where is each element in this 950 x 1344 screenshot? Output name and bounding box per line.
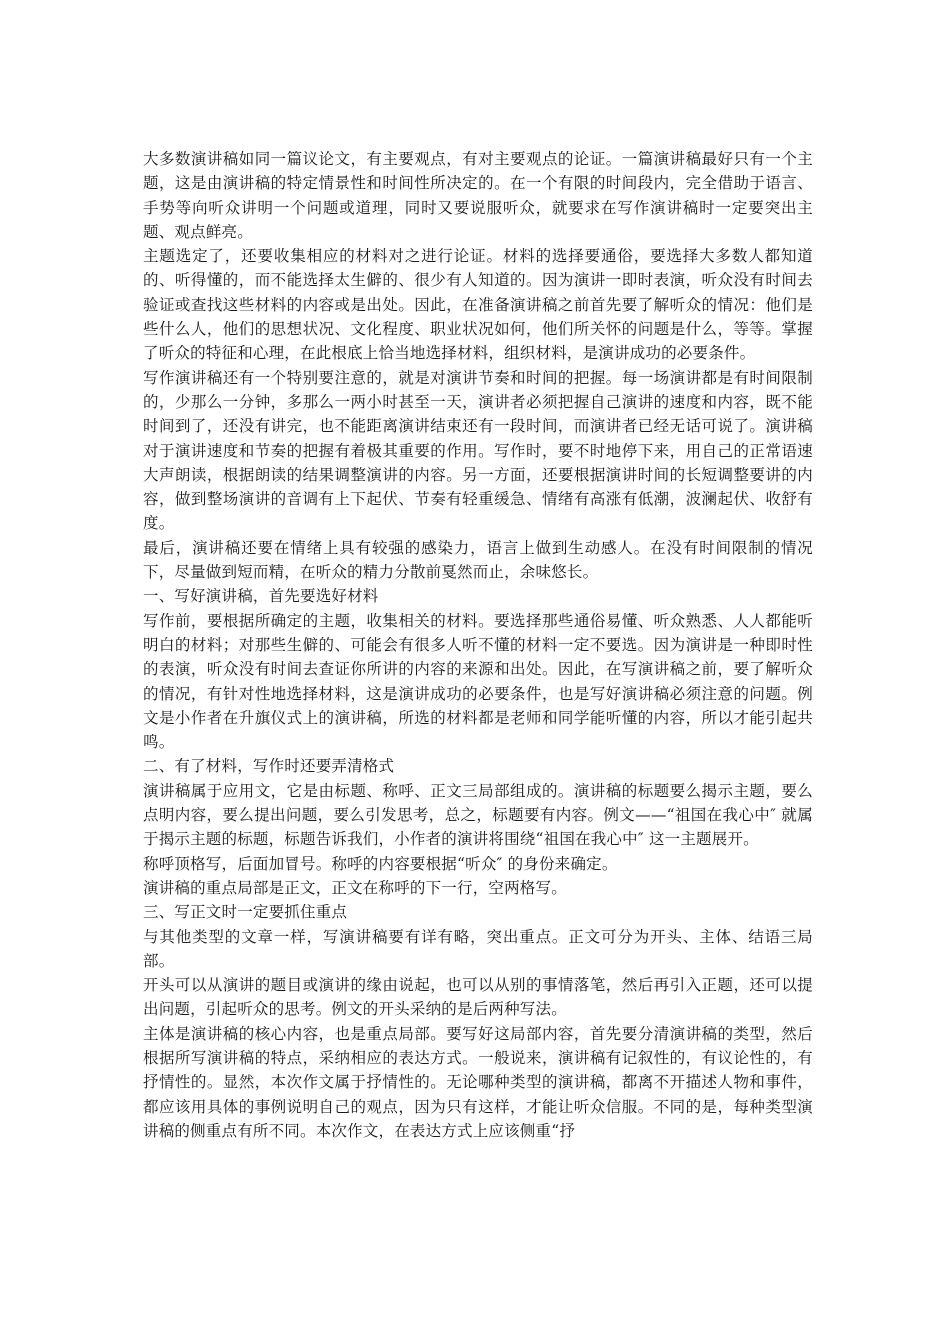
paragraph: 主体是演讲稿的核心内容，也是重点局部。要写好这局部内容，首先要分清演讲稿的类型，然后根据所写演讲稿的特点，采纳相应的表达方式。一般说来，演讲稿有记叙性的，有议论性的，有抒情性的。显然，本次作文属于抒情性的。无论哪种类型的演讲稿，都离不开描述人物和事件，都应该用具体的事例说明自己的观点，因为只有这样，才能让听众信服。不同的是，每种类型演讲稿的侧重点有所不同。本次作文，在表达方式上应该侧重“抒 [143, 1024, 813, 1140]
section-heading: 二、有了材料，写作时还要弄清格式 [143, 757, 395, 776]
document-body [143, 147, 813, 1143]
paragraph: 最后，演讲稿还要在情绪上具有较强的感染力，语言上做到生动感人。在没有时间限制的情况下，尽量做到短而精，在听众的精力分散前戛然而止，余味悠长。 [143, 538, 813, 582]
paragraph: 与其他类型的文章一样，写演讲稿要有详有略，突出重点。正文可分为开头、主体、结语三局部。 [143, 927, 813, 970]
paragraph: 写作前，要根据所确定的主题，收集相关的材料。要选择那些通俗易懂、听众熟悉、人人都能听明白的材料；对那些生僻的、可能会有很多人听不懂的材料一定不要选。因为演讲是一种即时性的表演，听众没有时间去查证你所讲的内容的来源和出处。因此，在写演讲稿之前，要了解听众的情况，有针对性地选择材料，这是演讲成功的必要条件，也是写好演讲稿必须注意的问题。例文是小作者在升旗仪式上的演讲稿，所选的材料都是老师和同学能听懂的内容，所以才能引起共鸣。 [143, 611, 813, 752]
paragraph: 称呼顶格写，后面加冒号。称呼的内容要根据“听众″ 的身份来确定。 [143, 854, 618, 873]
paragraph: 主题选定了，还要收集相应的材料对之进行论证。材料的选择要通俗，要选择大多数人都知道的、听得懂的，而不能选择太生僻的、很少有人知道的。因为演讲一即时表演，听众没有时间去验证或查找这些材料的内容或是出处。因此，在准备演讲稿之前首先要了解听众的情况：他们是些什么人，他们的思想状况、文化程度、职业状况如何，他们所关怀的问题是什么，等等。掌握了听众的特征和心理，在此根底上恰当地选择材料，组织材料，是演讲成功的必要条件。 [143, 247, 813, 363]
paragraph: 演讲稿属于应用文，它是由标题、称呼、正文三局部组成的。演讲稿的标题要么揭示主题，要么点明内容，要么提出问题，要么引发思考，总之，标题要有内容。例文——“祖国在我心中″ 就属于揭示主题的标题，标题告诉我们，小作者的演讲将围绕“祖国在我心中″ 这一主题展开。 [143, 781, 813, 849]
section-heading: 三、写正文时一定要抓住重点 [143, 903, 348, 922]
paragraph: 写作演讲稿还有一个特别要注意的，就是对演讲节奏和时间的把握。每一场演讲都是有时间限制的，少那么一分钟，多那么一两小时甚至一天，演讲者必须把握自己演讲的速度和内容，既不能时间到了，还没有讲完，也不能距离演讲结束还有一段时间，而演讲者已经无话可说了。演讲稿对于演讲速度和节奏的把握有着极其重要的作用。写作时，要不时地停下来，用自己的正常语速大声朗读，根据朗读的结果调整演讲的内容。另一方面，还要根据演讲时间的长短调整要讲的内容，做到整场演讲的音调有上下起伏、节奏有轻重缓急、情绪有高涨有低潮，波澜起伏、收舒有度。 [143, 368, 813, 533]
paragraph: 大多数演讲稿如同一篇议论文，有主要观点，有对主要观点的论证。一篇演讲稿最好只有一个主题，这是由演讲稿的特定情景性和时间性所决定的。在一个有限的时间段内，完全借助于语言、手势等向听众讲明一个问题或道理，同时又要说服听众，就要求在写作演讲稿时一定要突出主题、观点鲜亮。 [143, 150, 813, 241]
paragraph: 演讲稿的重点局部是正文，正文在称呼的下一行，空两格写。 [143, 878, 567, 897]
paragraph: 开头可以从演讲的题目或演讲的缘由说起，也可以从别的事情落笔，然后再引入正题，还可以提出问题，引起听众的思考。例文的开头采纳的是后两种写法。 [143, 976, 813, 1019]
section-heading: 一、写好演讲稿，首先要选好材料 [143, 587, 379, 606]
